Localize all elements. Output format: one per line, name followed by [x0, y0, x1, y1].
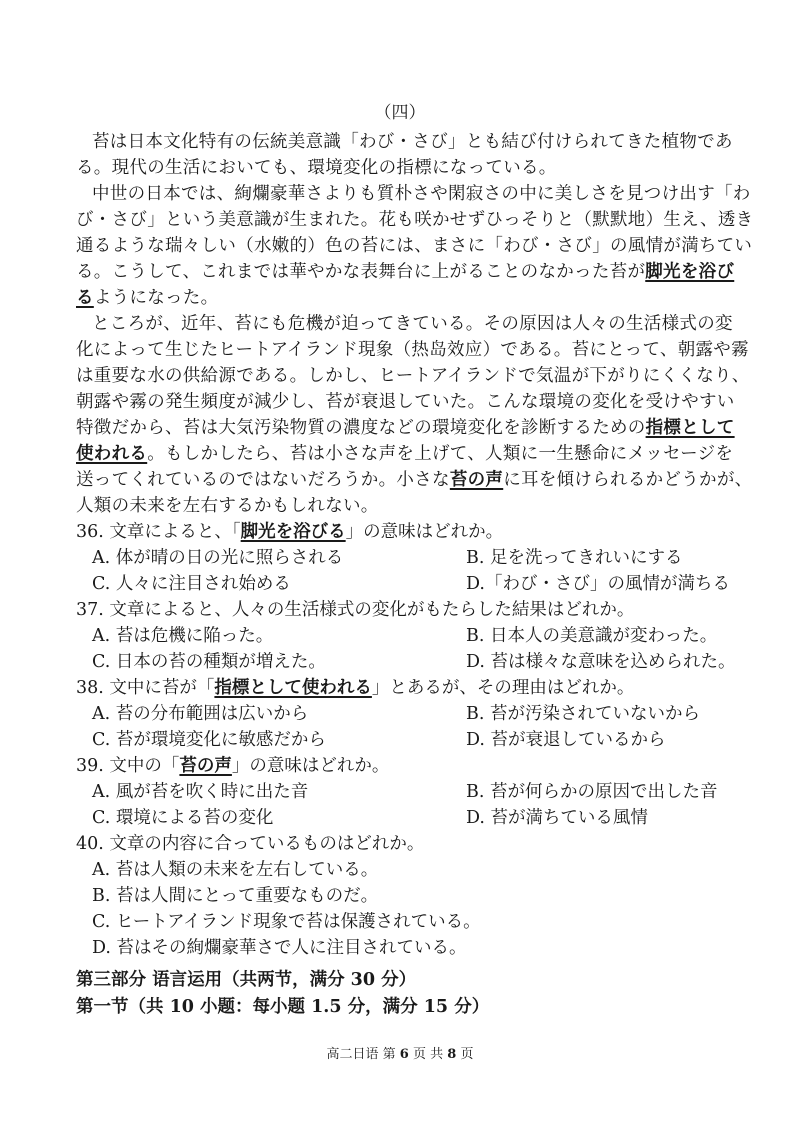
option-b: B. 苔が何らかの原因で出した音 [466, 782, 718, 802]
passage-line: 通るような瑞々しい（水嫩的）色の苔には、まさに「わび・さび」の風情が満ちてい [76, 236, 753, 256]
underlined-phrase: る [76, 288, 94, 308]
option-d: D.「わび・さび」の風情が満ちる [466, 574, 730, 594]
part-title: 第三部分 语言运用（共两节，满分 30 分） [76, 970, 417, 990]
question-40: 40. 文章の内容に合っているものはどれか。 [76, 834, 425, 854]
option-b: B. 苔が汚染されていないから [466, 704, 700, 724]
underlined-phrase: 脚光を浴び [645, 262, 735, 282]
passage-line: ところが、近年、苔にも危機が迫ってきている。その原因は人々の生活様式の変 [92, 314, 733, 334]
question-36 [76, 519, 503, 545]
question-text: 」の意味はどれか。 [345, 522, 504, 542]
passage-text: 。もしかしたら、苔は小さな声を上げて、人類に一生懸命にメッセージを [147, 444, 734, 464]
option-c: C. 苔が環境変化に敏感だから [92, 730, 326, 750]
option-d: D. 苔は様々な意味を込められた。 [466, 652, 736, 672]
option-b: B. 苔は人間にとって重要なものだ。 [92, 886, 379, 906]
passage-line: 人類の未来を左右するかもしれない。 [76, 496, 379, 516]
passage-line: び・さび」という美意識が生まれた。花も咲かせずひっそりと（默默地）生え、透き [76, 210, 754, 230]
passage-text: 特徴だから、苔は大気汚染物質の濃度などの環境変化を診断するための [76, 418, 646, 438]
question-text: 36. 文章によると、「 [76, 522, 241, 542]
page-footer [0, 1043, 800, 1062]
passage-line: 化によって生じたヒートアイランド現象（热岛效应）である。苔にとって、朝露や霧 [76, 340, 749, 360]
passage-text: に耳を傾けられるかどうかが、 [503, 470, 753, 490]
option-b: B. 足を洗ってきれいにする [466, 548, 683, 568]
footer-page-number: 6 [399, 1047, 409, 1062]
passage-line [76, 441, 733, 467]
passage-line: 中世の日本では、絢爛豪華さよりも質朴さや閑寂さの中に美しさを見つけ出す「わ [92, 184, 751, 204]
option-c: C. ヒートアイランド現象で苔は保護されている。 [92, 912, 481, 932]
passage-line [76, 285, 218, 311]
passage-text: ようになった。 [93, 288, 219, 308]
option-a: A. 風が苔を吹く時に出た音 [92, 782, 309, 802]
footer-text: 页 共 [412, 1047, 444, 1062]
option-a: A. 体が晴の日の光に照らされる [92, 548, 344, 568]
underlined-phrase: 指標として使われる [214, 678, 372, 698]
option-a: A. 苔は危機に陥った。 [92, 626, 274, 646]
option-a: A. 苔は人類の未来を左右している。 [92, 860, 379, 880]
question-text: 」の意味はどれか。 [231, 756, 390, 776]
question-39 [76, 753, 389, 779]
option-c: C. 日本の苔の種類が増えた。 [92, 652, 326, 672]
footer-text: 页 [460, 1047, 474, 1062]
question-37: 37. 文章によると、人々の生活様式の変化がもたらした結果はどれか。 [76, 600, 635, 620]
footer-subject: 高二日语 第 [326, 1047, 396, 1062]
option-c: C. 人々に注目され始める [92, 574, 291, 594]
option-d: D. 苔はその絢爛豪華さで人に注目されている。 [92, 938, 467, 958]
passage-line: 苔は日本文化特有の伝統美意識「わび・さび」とも結び付けられてきた植物であ [92, 132, 733, 152]
passage-line [76, 259, 734, 285]
passage-text: 送ってくれているのではないだろうか。小さな [76, 470, 450, 490]
option-c: C. 環境による苔の変化 [92, 808, 274, 828]
passage-line [76, 467, 752, 493]
underlined-phrase: 苔の声 [449, 470, 504, 490]
question-38 [76, 675, 634, 701]
passage-text: る。こうして、これまでは華やかな表舞台に上がることのなかった苔が [76, 262, 646, 282]
underlined-phrase: 指標として [645, 418, 735, 438]
section-subtitle: 第一节（共 10 小题：每小题 1.5 分，满分 15 分） [76, 997, 490, 1017]
footer-total-pages: 8 [447, 1047, 457, 1062]
underlined-phrase: 脚光を浴びる [240, 522, 346, 542]
question-text: 38. 文中に苔が「 [76, 678, 215, 698]
passage-line: は重要な水の供給源である。しかし、ヒートアイランドで気温が下がりにくくなり、 [76, 366, 750, 386]
passage-line [76, 415, 735, 441]
question-text: 」とあるが、その理由はどれか。 [371, 678, 635, 698]
option-d: D. 苔が衰退しているから [466, 730, 666, 750]
underlined-phrase: 苔の声 [179, 756, 232, 776]
passage-line: る。現代の生活においても、環境変化の指標になっている。 [76, 158, 557, 178]
section-title: （四） [374, 103, 426, 123]
option-d: D. 苔が満ちている風情 [466, 808, 648, 828]
option-a: A. 苔の分布範囲は広いから [92, 704, 309, 724]
option-b: B. 日本人の美意識が変わった。 [466, 626, 718, 646]
passage-line: 朝露や霧の発生頻度が減少し、苔が衰退していた。こんな環境の変化を受けやすい [76, 392, 735, 412]
underlined-phrase: 使われる [76, 444, 148, 464]
question-text: 39. 文中の「 [76, 756, 180, 776]
